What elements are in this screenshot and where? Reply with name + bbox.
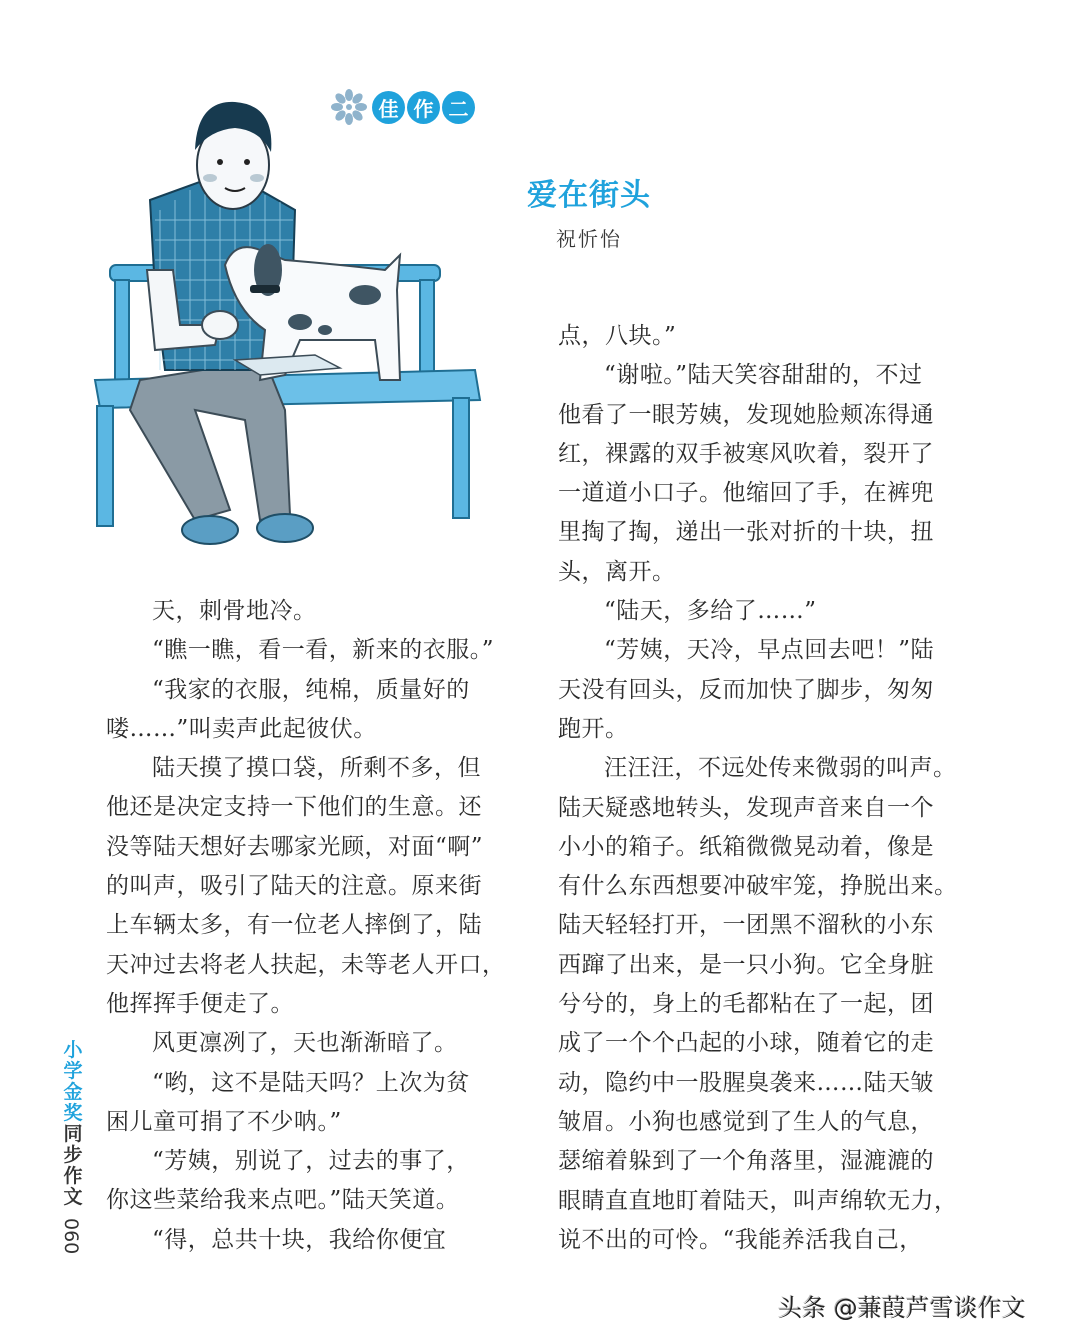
text-line: 天没有回头，反而加快了脚步，匆匆 [558,676,934,703]
badge-char-3: 二 [442,91,475,124]
text-line: 说不出的可怜。“我能养活我自己， [558,1226,923,1253]
left-text-column [106,592,516,1260]
text-line: 困儿童可捐了不少呐。” [106,1108,342,1135]
text-line: 他看了一眼芳姨，发现她脸颊冻得通 [558,401,934,428]
text-line: 点，八块。” [558,323,677,349]
text-line: 红，裸露的双手被寒风吹着，裂开了 [558,440,934,467]
badge-char-1: 佳 [372,91,405,124]
text-line: 天冲过去将老人扶起，未等老人开口， [106,951,506,978]
text-line: 天，刺骨地冷。 [152,598,317,624]
text-line: 陆天疑惑地转头，发现声音来自一个 [558,794,934,821]
text-line: 里掏了掏，递出一张对折的十块，扭 [558,519,934,546]
text-line: “陆天，多给了……” [604,598,817,625]
text-line: 有什么东西想要冲破牢笼，挣脱出来。 [558,873,958,900]
watermark: 头条 @蒹葭芦雪谈作文 [778,1294,1026,1322]
text-line: “芳姨，天冷，早点回去吧！”陆 [604,637,935,664]
article-title: 爱在街头 [527,178,651,213]
text-line: 动，隐约中一股腥臭袭来……陆天皱 [558,1069,934,1096]
series-sidebar [60,1040,86,1254]
text-line: 没等陆天想好去哪家光顾，对面“啊” [106,833,484,860]
text-line: 头，离开。 [558,558,676,585]
text-line: 西蹿了出来，是一只小狗。它全身脏 [558,951,934,978]
text-line: “我家的衣服，纯棉，质量好的 [152,676,470,703]
text-line: 他挥挥手便走了。 [106,990,294,1017]
text-line: 上车辆太多，有一位老人摔倒了，陆 [106,912,482,939]
series-name-dark: 同 步 作 文 [63,1123,83,1208]
text-line: 喽……”叫卖声此起彼伏。 [106,715,377,742]
badge-char-2: 作 [407,91,440,124]
section-badge [330,88,475,126]
flower-icon [330,88,368,126]
text-line: 皱眉。小狗也感觉到了生人的气息， [558,1108,934,1135]
article-author: 祝忻怡 [556,227,622,251]
text-line: 汪汪汪，不远处传来微弱的叫声。 [604,755,957,782]
series-name-blue: 小 学 金 奖 [63,1039,83,1124]
text-line: 一道道小口子。他缩回了手，在裤兜 [558,480,934,507]
text-line: 兮兮的，身上的毛都粘在了一起，团 [558,991,934,1018]
text-line: “哟，这不是陆天吗？上次为贫 [152,1069,470,1096]
text-line: 瑟缩着躲到了一个角落里，湿漉漉的 [558,1148,934,1175]
text-line: “瞧一瞧，看一看，新来的衣服。” [152,637,495,664]
text-line: 小小的箱子。纸箱微微晃动着，像是 [558,833,934,860]
text-line: 成了一个个凸起的小球，随着它的走 [558,1030,934,1057]
text-line: 他还是决定支持一下他们的生意。还 [106,794,482,821]
text-line: 陆天轻轻打开，一团黑不溜秋的小东 [558,912,934,939]
text-line: “得，总共十块，我给你便宜 [152,1226,447,1253]
text-line: 风更凛冽了，天也渐渐暗了。 [152,1030,458,1057]
text-line: 的叫声，吸引了陆天的注意。原来街 [106,873,482,900]
text-line: 眼睛直直地盯着陆天，叫声绵软无力， [558,1187,958,1214]
page-number: 060 [60,1218,82,1255]
illustration-boy-dog-bench [85,90,485,570]
text-line: 跑开。 [558,715,629,742]
text-line: 你这些菜给我来点吧。”陆天笑道。 [106,1187,460,1214]
text-line: “芳姨，别说了，过去的事了， [152,1148,470,1175]
right-text-column [558,317,968,1260]
text-line: 陆天摸了摸口袋，所剩不多，但 [152,755,481,782]
text-line: “谢啦。”陆天笑容甜甜的，不过 [604,362,923,389]
